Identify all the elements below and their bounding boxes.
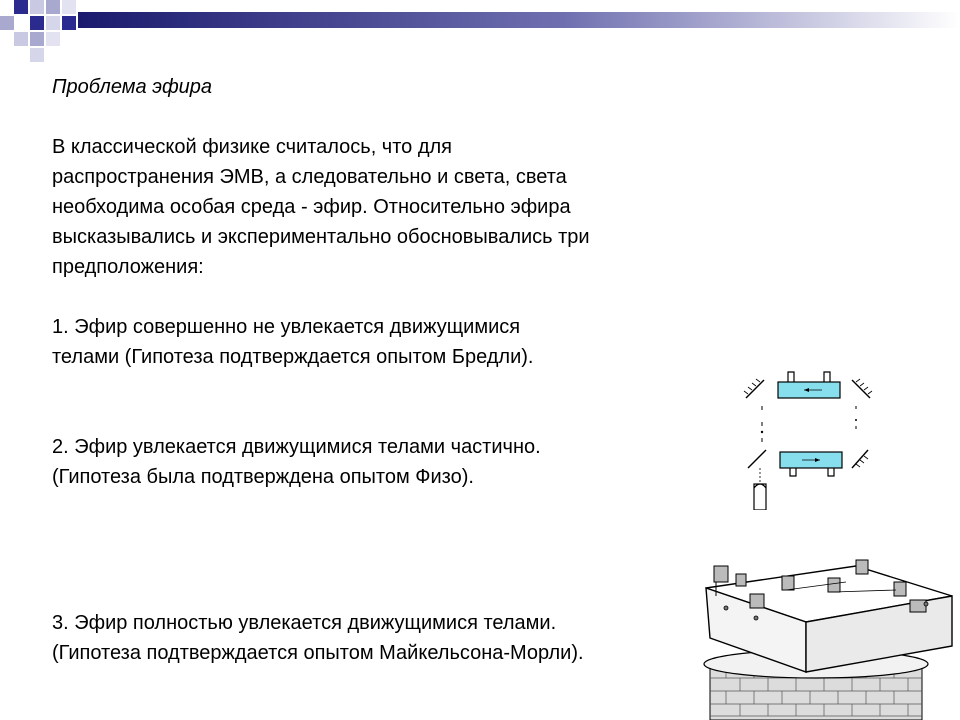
light-source xyxy=(754,484,766,510)
hypothesis-3: 3. Эфир полностью увлекается движущимися телами. (Гипотеза подтверждается опытом Майкельсона-Морли). xyxy=(52,612,584,664)
mirror-mount xyxy=(714,566,728,582)
mirror-mount xyxy=(894,582,906,596)
mirror-mount xyxy=(828,578,840,592)
deco-square xyxy=(30,48,44,62)
deco-square xyxy=(14,32,28,46)
mirror xyxy=(746,380,764,398)
mirror-mount xyxy=(910,600,926,612)
intro-paragraph: В классической физике считалось, что для распространения ЭМВ, а следовательно и света, света необходима особая среда - эфир. Относительно эфира высказывались и экспериментально обосновывались три предположения: xyxy=(52,136,590,278)
deco-square xyxy=(46,16,60,30)
deco-square xyxy=(0,16,14,30)
mirror-mount xyxy=(750,594,764,608)
mirror xyxy=(852,380,870,398)
mirror-mount xyxy=(782,576,794,590)
deco-square xyxy=(30,32,44,46)
slide-body xyxy=(52,72,712,668)
gradient-bar xyxy=(78,12,960,28)
header-gradient-band xyxy=(0,0,960,62)
mirror xyxy=(852,450,868,468)
deco-square xyxy=(62,0,76,14)
deco-square xyxy=(14,0,28,14)
deco-square xyxy=(46,32,60,46)
deco-square xyxy=(46,0,60,14)
deco-square xyxy=(30,16,44,30)
michelson-interferometer-image xyxy=(696,548,960,720)
beam-splitter xyxy=(748,450,766,468)
hypothesis-2: 2. Эфир увлекается движущимися телами частично. (Гипотеза была подтверждена опытом Физо). xyxy=(52,436,541,488)
deco-square xyxy=(62,16,76,30)
hypothesis-1: 1. Эфир совершенно не увлекается движущимися телами (Гипотеза подтверждается опытом Бредли). xyxy=(52,316,534,368)
slide-title: Проблема эфира xyxy=(52,76,213,98)
mirror-mount xyxy=(856,560,868,574)
deco-square xyxy=(30,0,44,14)
mirror-mount xyxy=(736,574,746,586)
fizeau-experiment-diagram xyxy=(740,360,880,510)
